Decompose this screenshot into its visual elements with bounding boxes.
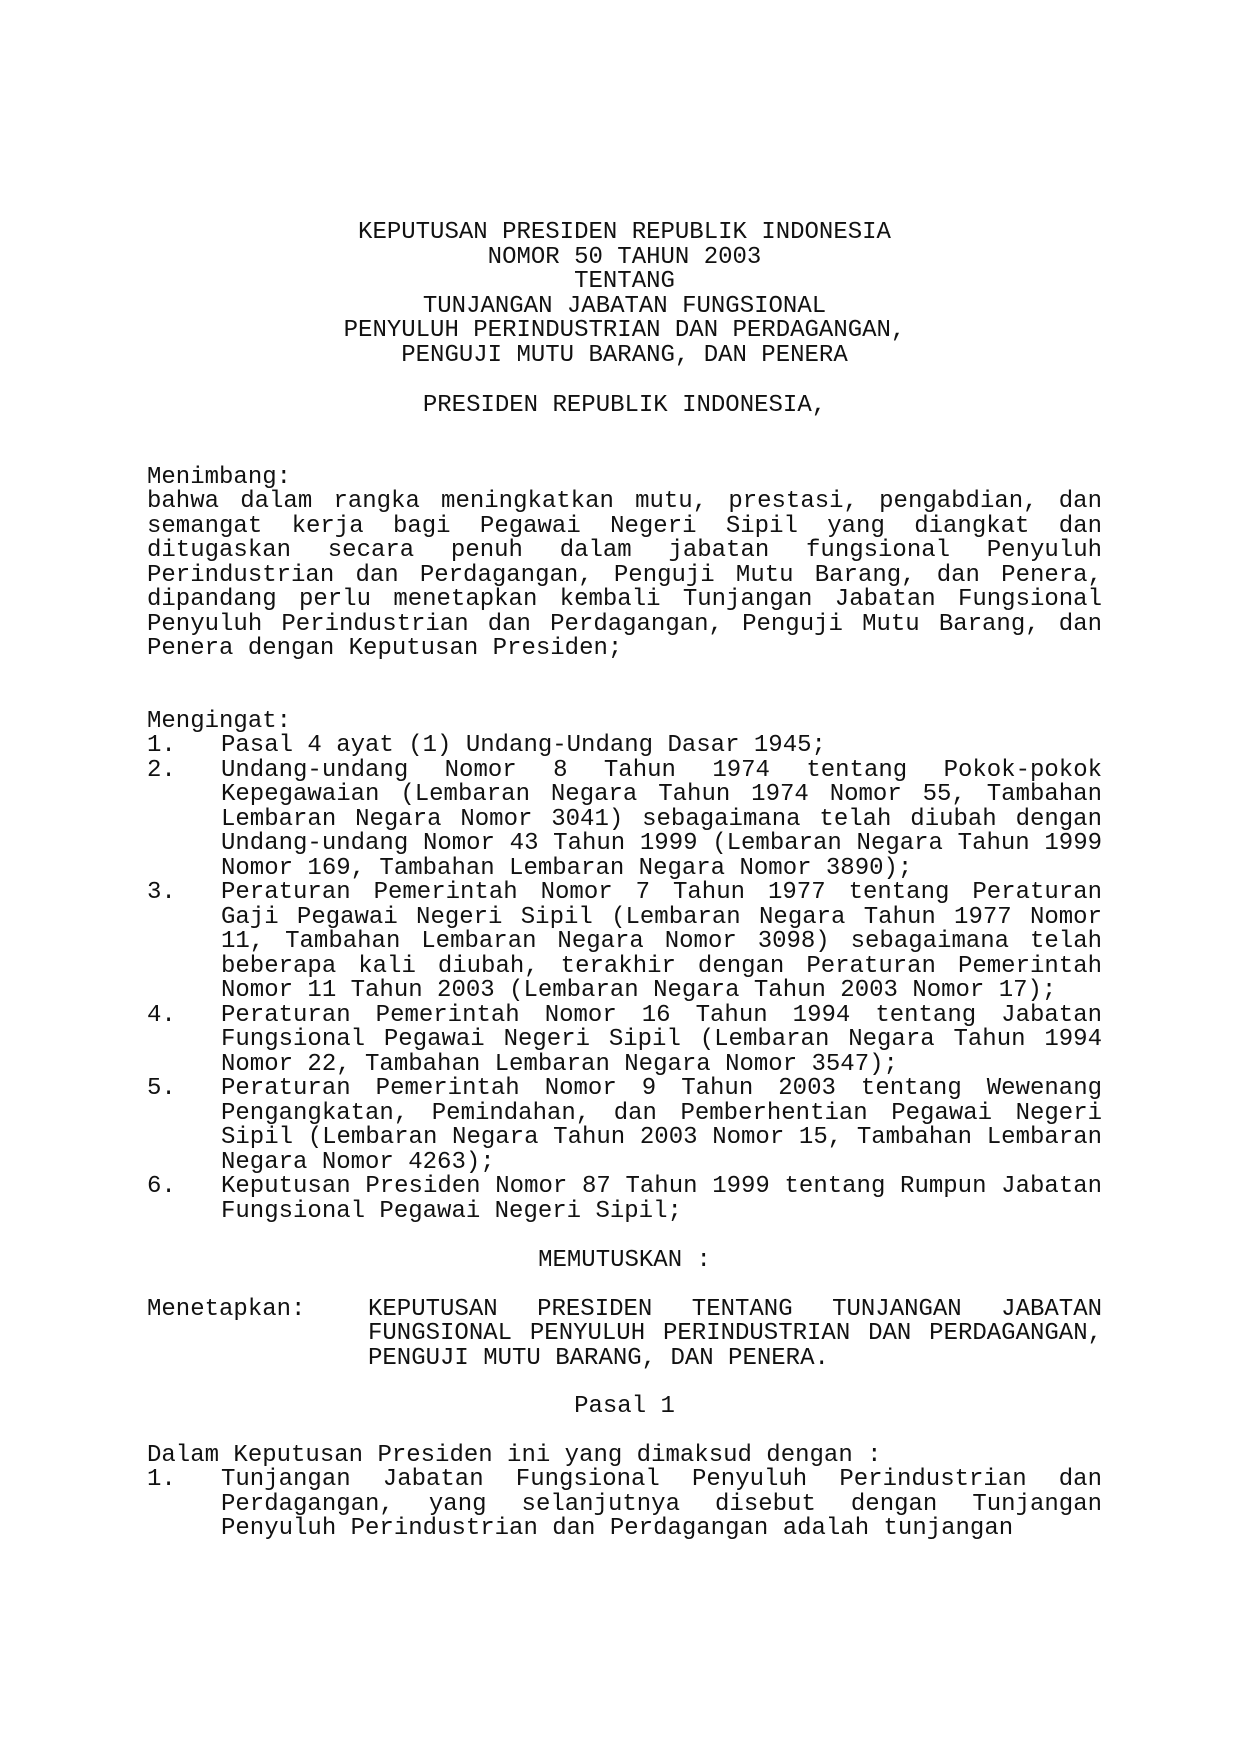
memutuskan-heading: MEMUTUSKAN : <box>538 1247 711 1274</box>
list-item <box>147 881 1102 1004</box>
title-line: TUNJANGAN JABATAN FUNGSIONAL <box>422 292 827 320</box>
list-item-number: 2. <box>147 756 176 784</box>
pasal-1-list <box>147 1468 1102 1542</box>
menimbang-section <box>147 463 1102 662</box>
menetapkan-text: KEPUTUSAN PRESIDEN TENTANG TUNJANGAN JABATAN FUNGSIONAL PENYULUH PERINDUSTRIAN DAN PERDAGANGAN, PENGUJI MUTU BARANG, DAN PENERA. <box>368 1295 1102 1372</box>
menetapkan-section <box>147 1295 1102 1372</box>
menimbang-text: bahwa dalam rangka meningkatkan mutu, prestasi, pengabdian, dan semangat kerja bagi Pegawai Negeri Sipil yang diangkat dan ditugaskan secara penuh dalam jabatan fungsional Penyuluh Perindustrian dan Perdagangan, Penguji Mutu Barang, dan Penera, dipandang perlu menetapkan kembali Tunjangan Jabatan Fungsional Penyuluh Perindustrian dan Perdagangan, Penguji Mutu Barang, dan Penera dengan Keputusan Presiden; <box>147 488 1102 662</box>
list-item-text: Undang-undang Nomor 8 Tahun 1974 tentang Pokok-pokok Kepegawaian (Lembaran Negara Tahun 1974 Nomor 55, Tambahan Lembaran Negara Nomor 3041) sebagaimana telah diubah dengan Undang-undang Nomor 43 Tahun 1999 (Lembaran Negara Tahun 1999 Nomor 169, Tambahan Lembaran Negara Nomor 3890); <box>221 756 1102 882</box>
president-heading: PRESIDEN REPUBLIK INDONESIA, <box>422 392 827 419</box>
list-item <box>147 756 1102 882</box>
list-item-text: Peraturan Pemerintah Nomor 16 Tahun 1994 tentang Jabatan Fungsional Pegawai Negeri Sipil (Lembaran Negara Tahun 1994 Nomor 22, Tambahan Lembaran Negara Nomor 3547); <box>221 1001 1102 1078</box>
list-item-number: 1. <box>147 1466 176 1493</box>
list-item-number: 3. <box>147 879 176 906</box>
document-body <box>147 221 1102 1542</box>
title-line: NOMOR 50 TAHUN 2003 <box>487 243 762 271</box>
document-title <box>147 221 1102 368</box>
mengingat-label: Mengingat: <box>147 707 292 735</box>
list-item-text: Peraturan Pemerintah Nomor 7 Tahun 1977 tentang Peraturan Gaji Pegawai Negeri Sipil (Lembaran Negara Tahun 1977 Nomor 11, Tambahan Lembaran Negara Nomor 3098) sebagaimana telah beberapa kali diubah, terakhir dengan Peraturan Pemerintah Nomor 11 Tahun 2003 (Lembaran Negara Tahun 2003 Nomor 17); <box>221 879 1102 1004</box>
list-item-number: 5. <box>147 1075 176 1102</box>
menimbang-label: Menimbang: <box>147 463 292 491</box>
title-line: PENGUJI MUTU BARANG, DAN PENERA <box>401 341 848 369</box>
pasal-1-intro: Dalam Keputusan Presiden ini yang dimaksud dengan : <box>147 1441 882 1469</box>
mengingat-list <box>147 734 1102 1224</box>
list-item-number: 6. <box>147 1173 176 1200</box>
list-item <box>147 1468 1102 1542</box>
list-item-number: 1. <box>147 732 176 759</box>
title-line: PENYULUH PERINDUSTRIAN DAN PERDAGANGAN, <box>343 317 906 344</box>
mengingat-section <box>147 707 1102 1225</box>
list-item-number: 4. <box>147 1001 176 1029</box>
list-item-text: Pasal 4 ayat (1) Undang-Undang Dasar 1945; <box>221 732 826 759</box>
title-line: TENTANG <box>574 268 675 295</box>
list-item-text: Peraturan Pemerintah Nomor 9 Tahun 2003 tentang Wewenang Pengangkatan, Pemindahan, dan Pemberhentian Pegawai Negeri Sipil (Lembaran Negara Tahun 2003 Nomor 15, Tambahan Lembaran Negara Nomor 4263); <box>221 1075 1102 1176</box>
title-line: KEPUTUSAN PRESIDEN REPUBLIK INDONESIA <box>358 219 891 246</box>
pasal-1-heading: Pasal 1 <box>574 1393 675 1420</box>
list-item-text: Tunjangan Jabatan Fungsional Penyuluh Perindustrian dan Perdagangan, yang selanjutnya disebut dengan Tunjangan Penyuluh Perindustrian dan Perdagangan adalah tunjangan <box>221 1466 1102 1542</box>
list-item <box>147 1175 1102 1224</box>
list-item <box>147 1001 1102 1078</box>
list-item-text: Keputusan Presiden Nomor 87 Tahun 1999 tentang Rumpun Jabatan Fungsional Pegawai Negeri Sipil; <box>221 1173 1102 1225</box>
pasal-1-section <box>147 1441 1102 1542</box>
list-item <box>147 734 1102 759</box>
list-item <box>147 1077 1102 1175</box>
menetapkan-label: Menetapkan: <box>147 1295 306 1323</box>
